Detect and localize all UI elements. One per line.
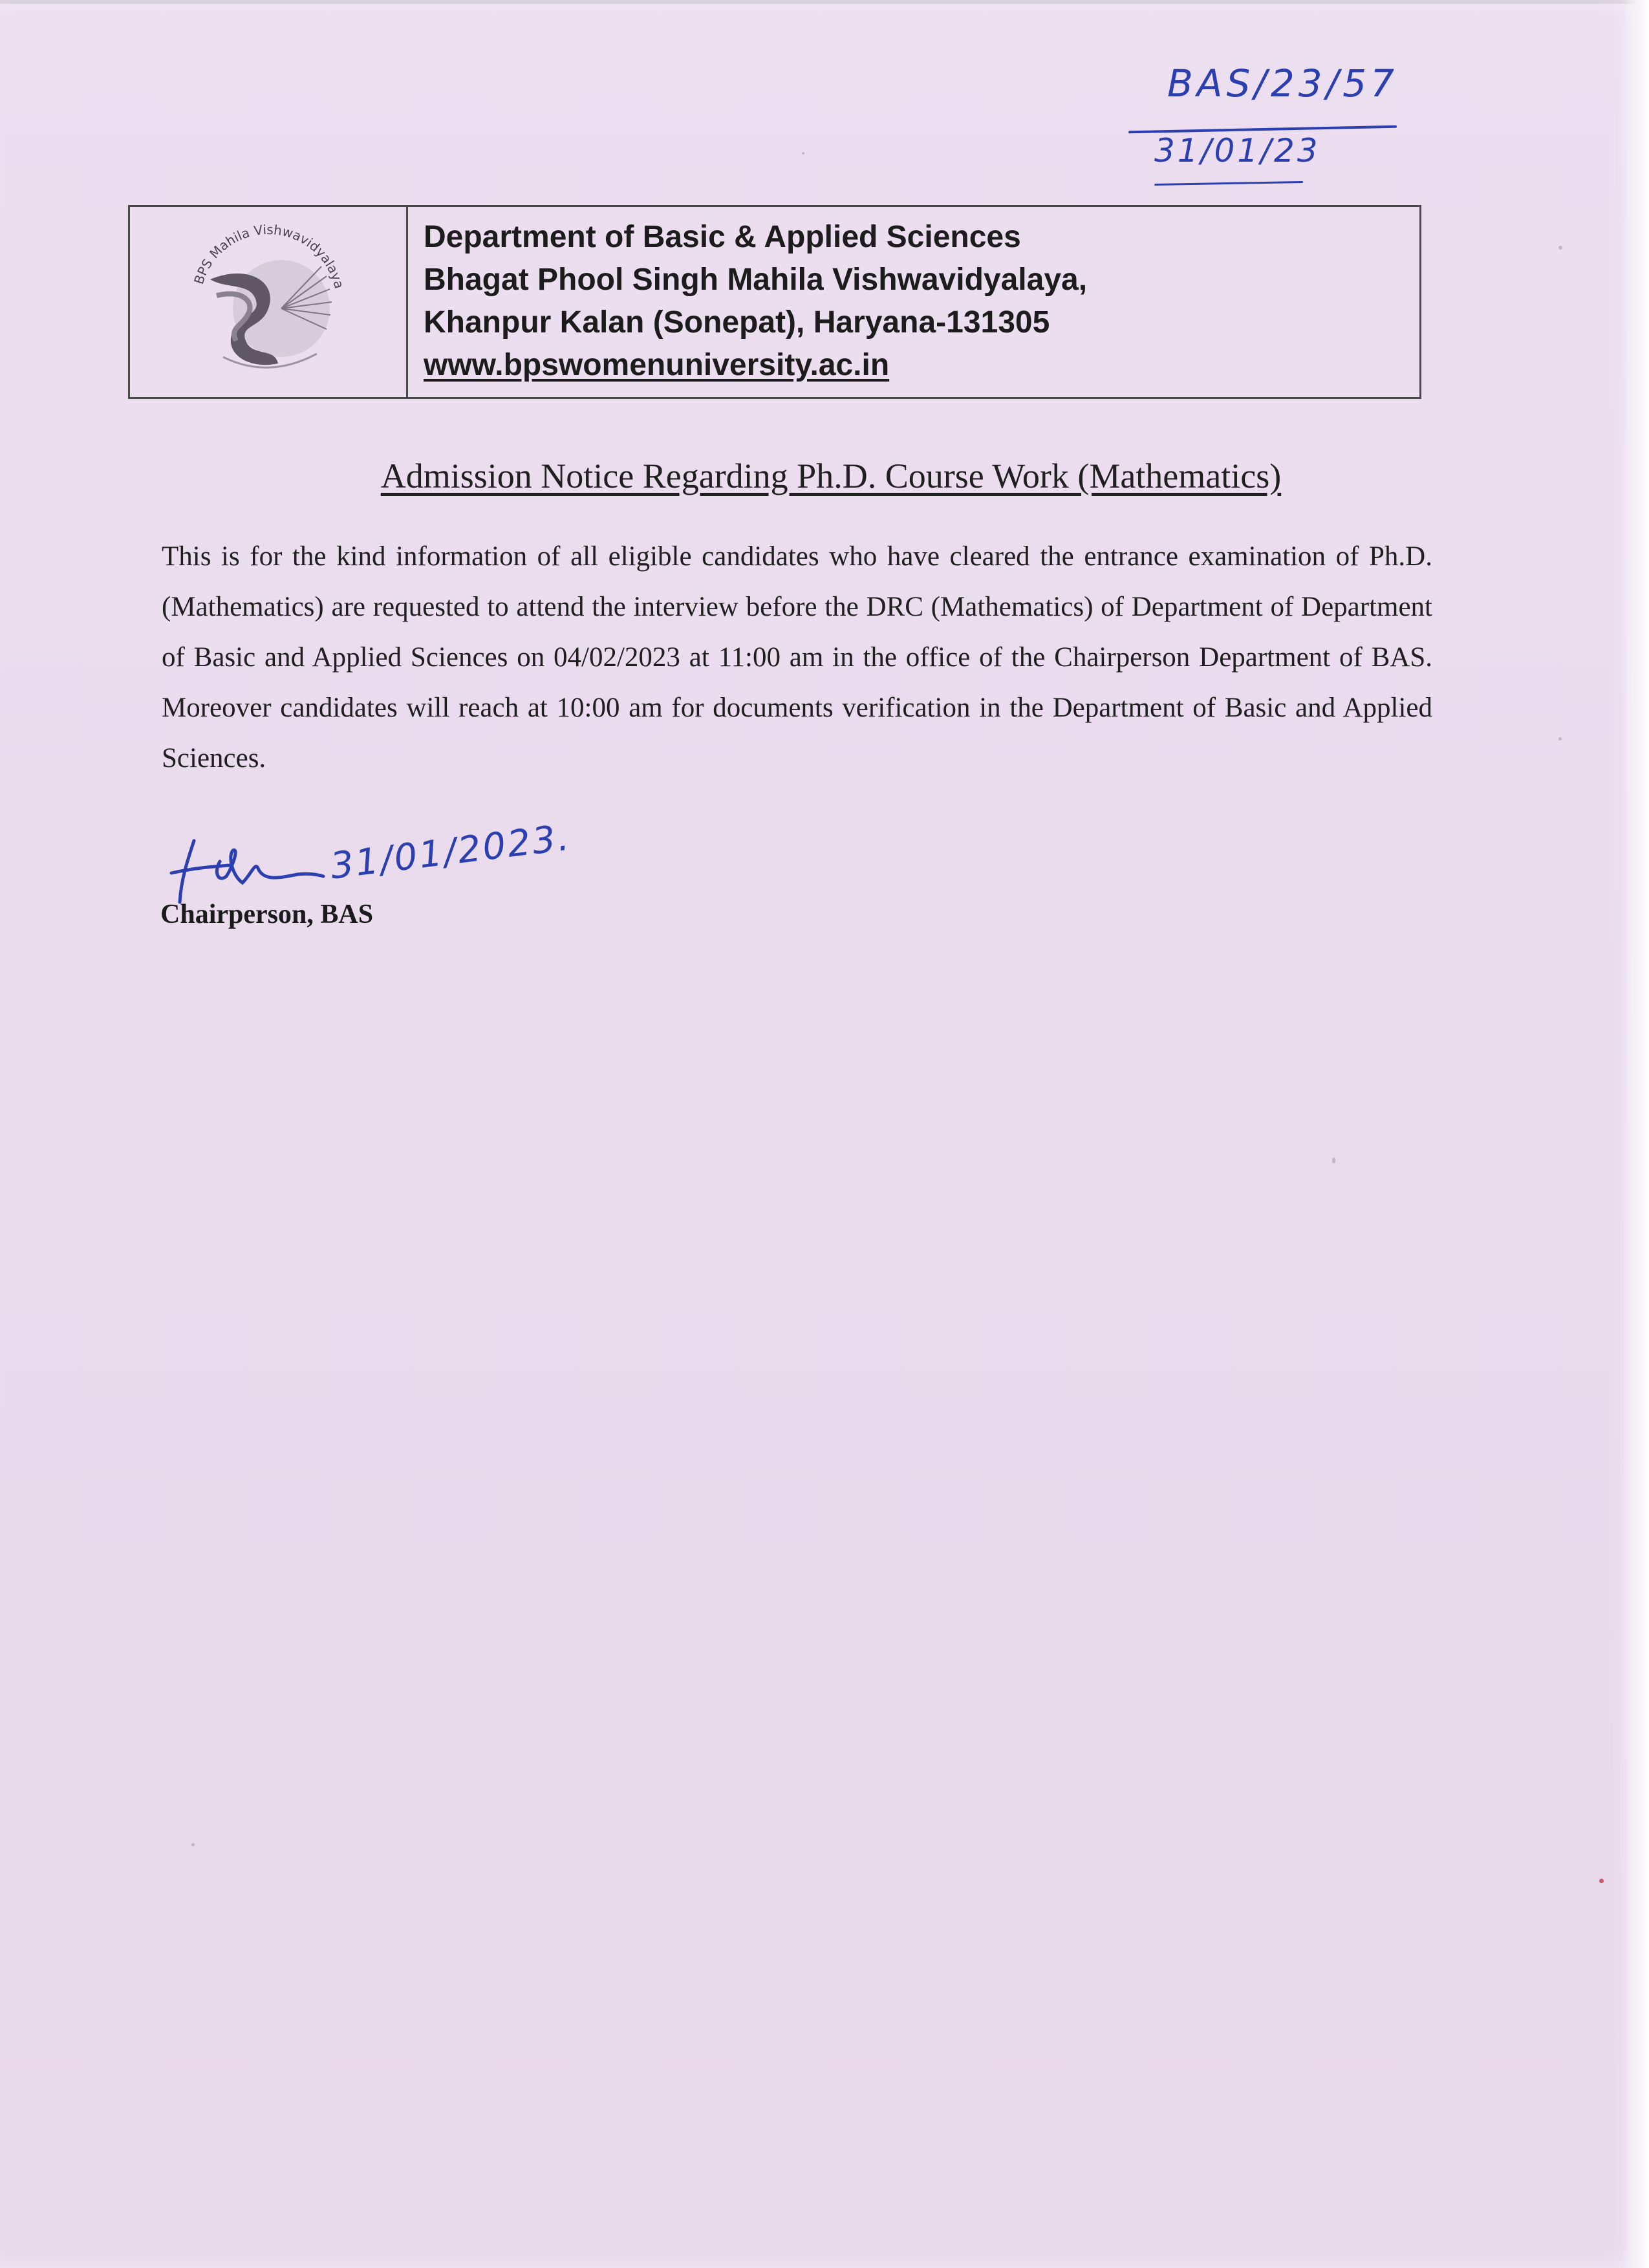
letterhead — [128, 205, 1421, 399]
department-name: Department of Basic & Applied Sciences — [424, 220, 1021, 254]
scan-speck — [1332, 1158, 1335, 1163]
reference-date: 31/01/23 — [1154, 132, 1320, 169]
notice-title-text: Admission Notice Regarding Ph.D. Course Work (Mathematics) — [380, 457, 1282, 495]
reference-number: BAS/23/57 — [1167, 61, 1398, 105]
scan-speck — [1558, 737, 1562, 740]
scan-speck — [1599, 1879, 1604, 1883]
svg-text:BPS Mahila Vishwavidyalaya: BPS Mahila Vishwavidyalaya — [190, 221, 347, 290]
notice-title — [0, 456, 1649, 496]
university-name: Bhagat Phool Singh Mahila Vishwavidyalaya, — [424, 263, 1088, 297]
reference-date-underline — [1154, 181, 1303, 186]
scan-speck — [191, 1843, 195, 1846]
scan-speck — [1558, 246, 1562, 250]
logo-cell — [130, 207, 408, 397]
university-logo-icon — [171, 218, 365, 386]
page-edge — [1623, 0, 1649, 2268]
signature-date: 31/01/2023. — [328, 816, 574, 888]
signatory-title: Chairperson, BAS — [160, 900, 374, 929]
notice-body: This is for the kind information of all eligible candidates who have cleared the entrance examination of Ph.D. (Mathematics) are requested to attend the interview before the DRC (Mathematics) of Department of Department of Basic and Applied Sciences on 04/02/2023 at 11:00 am in the office of the Chairperson Department of BAS. Moreover candidates will reach at 10:00 am for documents verification in the Department of Basic and Applied Sciences. — [162, 541, 1432, 773]
letterhead-text — [408, 207, 1419, 397]
university-address: Khanpur Kalan (Sonepat), Haryana-131305 — [424, 305, 1050, 340]
website-link[interactable]: www.bpswomenuniversity.ac.in — [424, 348, 890, 382]
scan-speck — [802, 152, 804, 155]
